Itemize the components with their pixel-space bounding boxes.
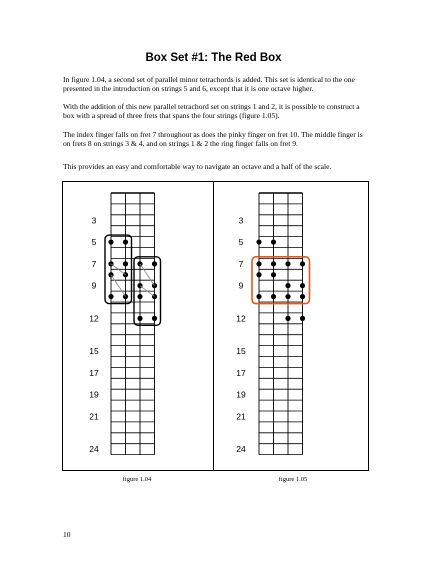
fret-label: 7 [91,258,97,269]
note-dot [285,261,290,266]
finger-path [111,275,126,297]
note-dot [300,294,305,299]
fret-label: 24 [89,444,99,455]
note-dot [300,261,305,266]
note-dot [256,239,261,244]
figure-caption-left: figure 1.04 [122,476,152,483]
paragraph-fingering: The index finger falls on fret 7 throughout as does the pinky finger on fret 10. The middle finger is on frets 8 on strings 3 & 4, and on strings 1 & 2 the ring finger falls on fret 9. [63,130,363,149]
paragraph-summary: This provides an easy and comfortable way to navigate an octave and a half of the scale. [63,162,332,171]
fret-label: 15 [236,346,246,357]
note-dot [285,283,290,288]
note-dot [256,272,261,277]
note-dot [152,316,157,321]
note-dot [300,316,305,321]
fret-label: 3 [91,215,97,226]
fret-label: 17 [236,367,246,378]
note-dot [271,294,276,299]
fret-label: 24 [236,444,246,455]
fret-label: 5 [238,237,244,248]
note-dot [285,316,290,321]
fret-label: 3 [238,215,244,226]
fret-label: 7 [238,258,244,269]
fret-label: 5 [91,237,97,248]
note-dot [108,294,113,299]
fret-label: 9 [91,280,97,291]
note-dot [271,239,276,244]
note-dot [108,239,113,244]
note-dot [256,294,261,299]
fret-label: 19 [89,389,99,400]
paragraph-intro: In figure 1.04, a second set of parallel minor tetrachords is added. This set is identical to the one presented in the introduction on strings 5 and 6, except that it is one octave higher. [63,75,355,94]
note-dot [300,283,305,288]
fret-label: 21 [89,411,99,422]
page-number: 10 [63,530,71,539]
note-dot [285,294,290,299]
note-dot [256,261,261,266]
note-dot [152,261,157,266]
page-title: Box Set #1: The Red Box [145,52,282,64]
fret-label: 17 [89,367,99,378]
figure-caption-right: figure 1.05 [278,476,308,483]
fret-label: 12 [236,313,246,324]
fret-label: 19 [236,389,246,400]
note-dot [123,239,128,244]
note-dot [271,261,276,266]
note-dot [137,294,142,299]
paragraph-box: With the addition of this new parallel tetrachord set on strings 1 and 2, it is possible to construct a box with a spread of three frets that spans the four strings (figure 1.05). [63,102,360,121]
note-dot [137,316,142,321]
fret-label: 9 [238,280,244,291]
finger-path [140,264,155,286]
fret-label: 15 [89,346,99,357]
note-dot [123,261,128,266]
note-dot [271,272,276,277]
fret-label: 12 [89,313,99,324]
fret-label: 21 [236,411,246,422]
